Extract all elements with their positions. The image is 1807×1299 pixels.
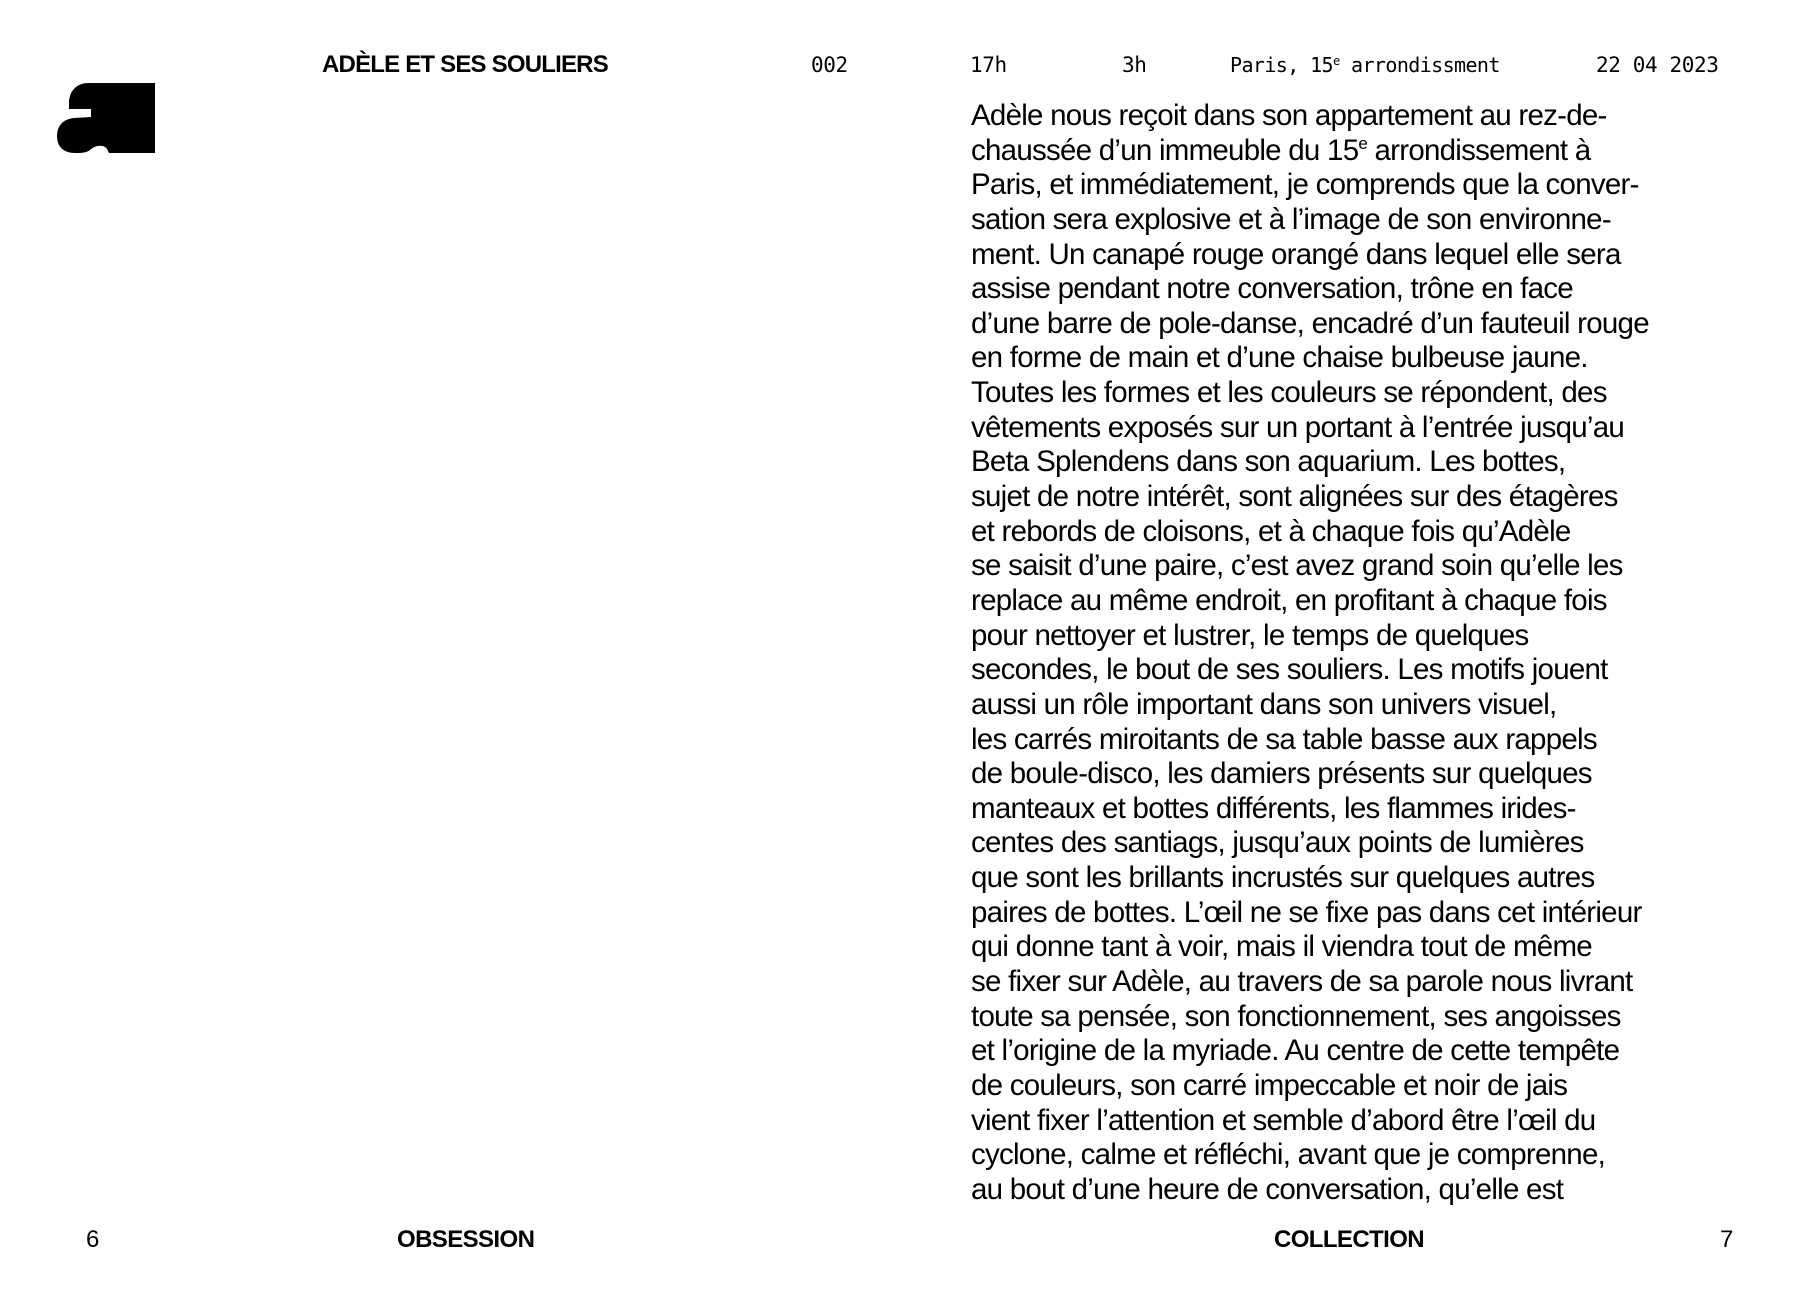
body-line: Paris, et immédiatement, je comprends que la conver- [971,168,1639,202]
body-line: qui donne tant à voir, mais il viendra tout de même [971,930,1592,964]
meeting-time: 17h [970,53,1007,77]
body-line: toute sa pensée, son fonctionnement, ses angoisses [971,999,1621,1033]
brand-logo-icon [57,83,155,153]
body-line: sation sera explosive et à l’image de son environne- [971,202,1611,236]
location-superscript: e [1332,54,1340,68]
body-line: Beta Splendens dans son aquarium. Les bottes, [971,445,1566,479]
section-label-left: OBSESSION [397,1226,535,1253]
body-line: de couleurs, son carré impeccable et noir de jais [971,1068,1568,1102]
body-line: assise pendant notre conversation, trône en face [971,272,1573,306]
article-title: ADÈLE ET SES SOULIERS [322,51,608,78]
body-line: cyclone, calme et réfléchi, avant que je comprenne, [971,1138,1606,1172]
issue-number: 002 [811,53,848,77]
page-number-left: 6 [86,1226,100,1253]
body-line: ment. Un canapé rouge orangé dans lequel elle sera [971,237,1621,271]
body-line: Toutes les formes et les couleurs se répondent, des [971,376,1607,410]
body-line: en forme de main et d’une chaise bulbeuse jaune. [971,341,1588,375]
body-line: se saisit d’une paire, c’est avez grand soin qu’elle les [971,549,1623,583]
body-line-text-end: arrondissement à [1367,133,1591,167]
body-line: paires de bottes. L’œil ne se fixe pas dans cet intérieur [971,895,1642,929]
body-line: se fixer sur Adèle, au travers de sa parole nous livrant [971,965,1633,999]
body-line: Adèle nous reçoit dans son appartement au rez-de- [971,99,1607,132]
meeting-duration: 3h [1122,53,1147,77]
body-line: et l’origine de la myriade. Au centre de cette tempête [971,1034,1620,1068]
body-line: sujet de notre intérêt, sont alignées sur des étagères [971,480,1618,514]
body-line: vêtements exposés sur un portant à l’entrée jusqu’au [971,410,1625,444]
body-line: de boule-disco, les damiers présents sur quelques [971,757,1592,791]
logo-shape [57,83,155,153]
body-line: aussi un rôle important dans son univers visuel, [971,687,1557,721]
body-line-text: chaussée d’un immeuble du 15 [971,133,1359,167]
location-text: Paris, 15 [1230,53,1333,77]
body-line: et rebords de cloisons, et à chaque fois qu’Adèle [971,514,1571,548]
body-line: au bout d’une heure de conversation, qu’elle est [971,1172,1564,1206]
body-line: les carrés miroitants de sa table basse aux rappels [971,722,1597,756]
body-line: manteaux et bottes différents, les flammes irides- [971,791,1576,825]
location-text-end: arrondissment [1339,53,1500,77]
body-line: replace au même endroit, en profitant à chaque fois [971,583,1607,617]
body-line: pour nettoyer et lustrer, le temps de quelques [971,618,1529,652]
page-number-right: 7 [1720,1226,1734,1253]
section-label-right: COLLECTION [1274,1226,1424,1253]
body-line: d’une barre de pole-danse, encadré d’un fauteuil rouge [971,306,1649,340]
body-line-superscript: e [1358,133,1368,153]
meeting-location [1230,50,1500,80]
meeting-date: 22 04 2023 [1596,53,1719,77]
article-body [971,99,1731,1208]
body-line: secondes, le bout de ses souliers. Les motifs jouent [971,653,1608,687]
body-line: centes des santiags, jusqu’aux points de lumières [971,826,1584,860]
body-line: que sont les brillants incrustés sur quelques autres [971,861,1595,895]
body-line: vient fixer l’attention et semble d’abord être l’œil du [971,1103,1596,1137]
body-line [971,134,1731,169]
